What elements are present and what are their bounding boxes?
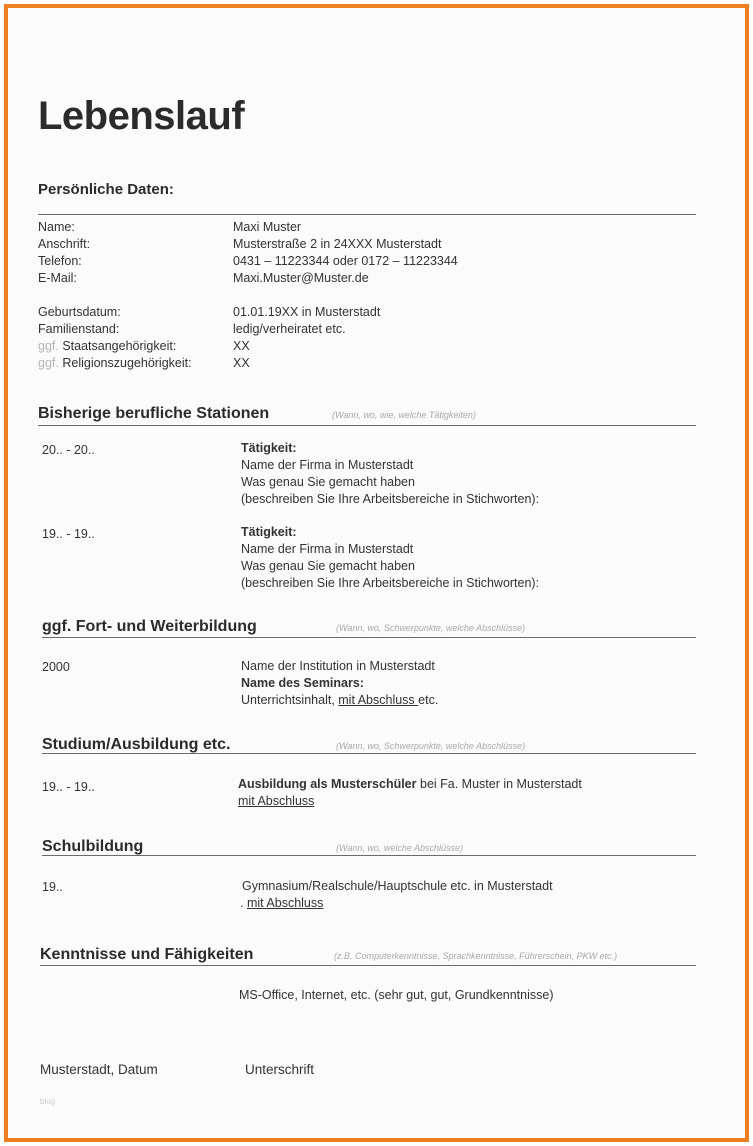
career-entry-detail: (beschreiben Sie Ihre Arbeitsbereiche in Stichworten): [241,492,540,506]
label-marital-status: Familienstand: [38,322,120,336]
label-address: Anschrift: [38,237,91,251]
divider [40,965,696,966]
career-entry [241,524,539,592]
label-nationality [38,339,176,353]
label-religion [38,356,192,370]
section-hint-training: (Wann, wo, Schwerpunkte, welche Abschlüsse) [336,623,526,633]
divider [42,753,696,754]
training-content-text: Unterrichtsinhalt, [241,693,339,707]
value-phone: 0431 – 11223344 oder 0172 – 11223344 [233,254,458,268]
career-entry-date: 19.. - 19.. [42,527,95,541]
section-hint-school: (Wann, wo, welche Abschlüsse) [336,843,464,853]
career-entry-company: Name der Firma in Musterstadt [241,458,414,472]
value-religion: XX [233,356,250,370]
career-entry-company: Name der Firma in Musterstadt [241,542,414,556]
training-seminar: Name des Seminars: [241,676,364,690]
value-nationality: XX [233,339,250,353]
studies-title-rest: bei Fa. Muster in Musterstadt [416,777,582,791]
studies-title-bold: Ausbildung als Musterschüler [238,777,417,791]
school-entry [240,878,553,912]
watermark: blog [40,1097,56,1106]
section-heading-school: Schulbildung [42,838,144,855]
studies-date: 19.. - 19.. [42,780,95,794]
value-birthdate: 01.01.19XX in Musterstadt [233,305,381,319]
section-heading-personal: Persönliche Daten: [38,181,174,198]
skills-text: MS-Office, Internet, etc. (sehr gut, gut, Grundkenntnisse) [239,988,554,1002]
school-date: 19.. [42,880,63,894]
label-prefix: ggf. [38,339,59,353]
label-birthdate: Geburtsdatum: [38,305,121,319]
section-heading-skills: Kenntnisse und Fähigkeiten [40,946,254,963]
training-content-suffix: etc. [418,693,439,707]
school-text: Gymnasium/Realschule/Hauptschule etc. in Musterstadt [242,879,553,893]
training-entry [241,658,438,709]
section-hint-skills: (z.B. Computerkenntnisse, Sprachkenntnisse, Führerschein, PKW etc.) [334,951,618,961]
career-entry [241,440,539,508]
school-link-line [240,895,553,912]
document-title: Lebenslauf [38,94,245,138]
section-heading-career: Bisherige berufliche Stationen [38,405,270,422]
career-entry-what: Was genau Sie gemacht haben [241,475,415,489]
section-heading-studies: Studium/Ausbildung etc. [42,736,231,753]
label-email: E-Mail: [38,271,77,285]
divider [38,425,696,426]
label-prefix: ggf. [38,356,59,370]
career-entry-what: Was genau Sie gemacht haben [241,559,415,573]
studies-title [238,776,582,793]
career-entry-detail: (beschreiben Sie Ihre Arbeitsbereiche in Stichworten): [241,576,540,590]
training-date: 2000 [42,660,70,674]
career-entry-role: Tätigkeit: [241,525,297,539]
section-hint-studies: (Wann, wo, Schwerpunkte, welche Abschlüsse) [336,741,526,751]
training-content-link: mit Abschluss [338,693,419,707]
divider [38,214,696,215]
value-name: Maxi Muster [233,220,302,234]
training-content [241,692,438,709]
section-heading-training: ggf. Fort- und Weiterbildung [42,618,257,635]
label-text: Religionszugehörigkeit: [62,356,192,370]
studies-entry [238,776,582,810]
value-marital-status: ledig/verheiratet etc. [233,322,346,336]
school-link-prefix: . [240,896,247,910]
school-link: mit Abschluss [246,896,324,910]
divider [42,637,696,638]
section-hint-career: (Wann, wo, wie, welche Tätigkeiten) [332,410,476,420]
value-email: Maxi.Muster@Muster.de [233,271,369,285]
training-institution: Name der Institution in Musterstadt [241,659,435,673]
label-text: Staatsangehörigkeit: [62,339,177,353]
career-entry-date: 20.. - 20.. [42,443,95,457]
label-phone: Telefon: [38,254,82,268]
signature-label: Unterschrift [245,1062,315,1077]
divider [42,855,696,856]
label-name: Name: [38,220,75,234]
place-date: Musterstadt, Datum [40,1062,158,1077]
studies-link: mit Abschluss [238,794,315,808]
value-address: Musterstraße 2 in 24XXX Musterstadt [233,237,442,251]
career-entry-role: Tätigkeit: [241,441,297,455]
